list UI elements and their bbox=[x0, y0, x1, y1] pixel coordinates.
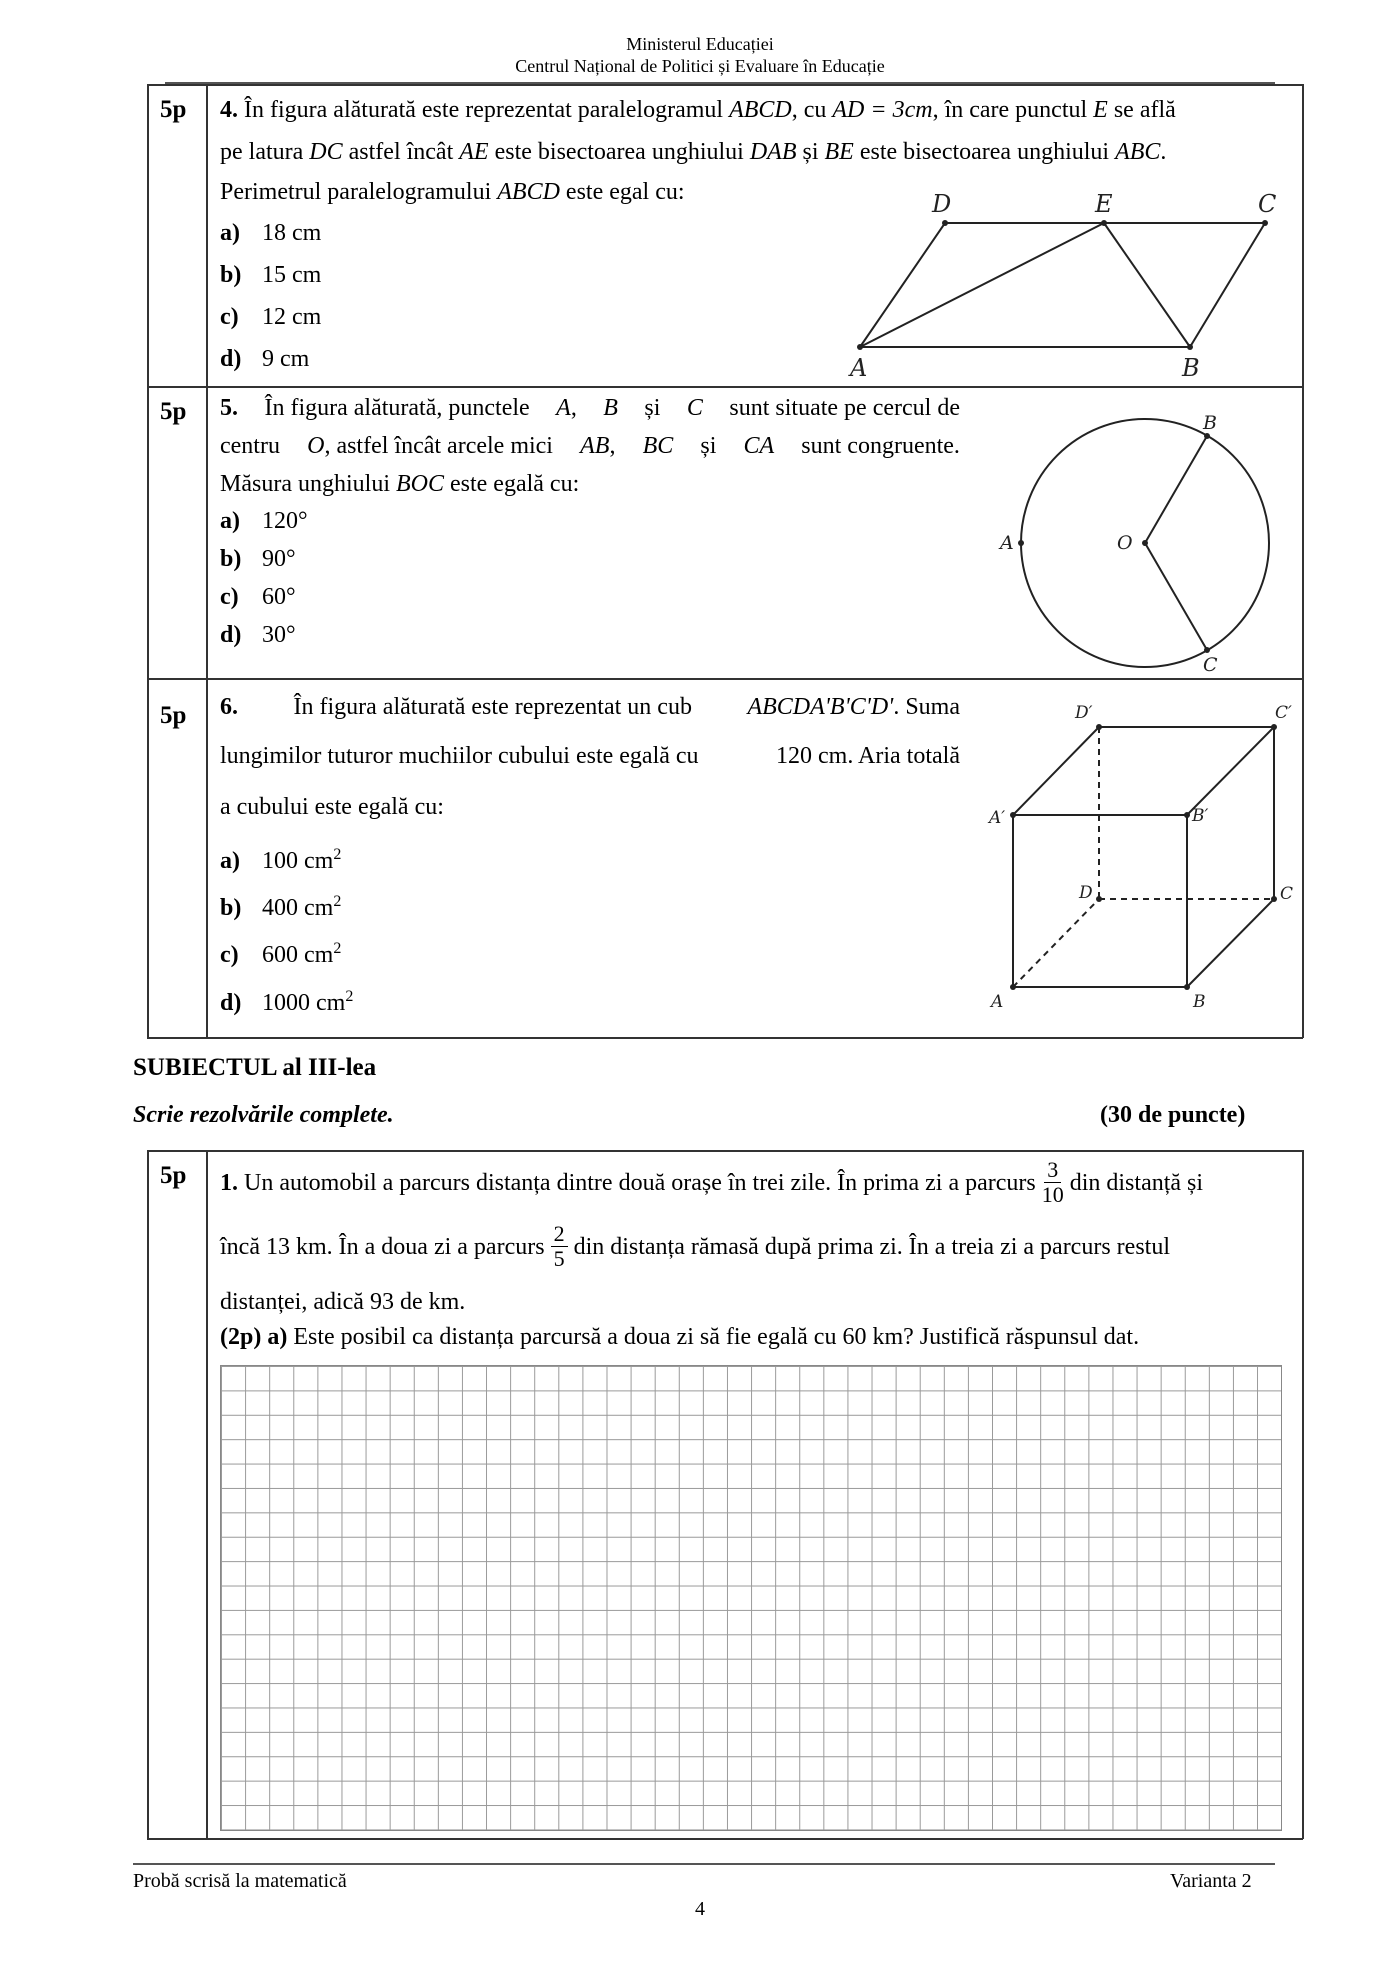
label-E: E bbox=[1095, 190, 1113, 218]
item-5-points: 5p bbox=[160, 398, 187, 425]
label-B: B bbox=[1193, 992, 1206, 1012]
answer-grid[interactable] bbox=[220, 1365, 1282, 1831]
item-4-points: 5p bbox=[160, 96, 187, 123]
footer-right: Varianta 2 bbox=[1170, 1870, 1252, 1892]
page-number: 4 bbox=[695, 1898, 705, 1920]
label-A: A bbox=[1000, 532, 1014, 554]
section-points: (30 de puncte) bbox=[1100, 1102, 1246, 1128]
item-5-option-c: c) 60° bbox=[220, 584, 296, 610]
item-5-line2: centru O, astfel încât arcele mici AB, BC și CA sunt congruente. bbox=[220, 433, 960, 459]
footer-left: Probă scrisă la matematică bbox=[133, 1870, 347, 1892]
label-O: O bbox=[1117, 532, 1133, 554]
item-4-option-d: d) 9 cm bbox=[220, 346, 310, 372]
label-B: B bbox=[1203, 412, 1217, 434]
item-6-line1: 6. În figura alăturată este reprezentat un cub ABCDA'B'C'D'. Suma bbox=[220, 694, 960, 720]
label-A: A bbox=[850, 354, 868, 382]
label-Cprime: C′ bbox=[1275, 703, 1292, 723]
label-A: A bbox=[991, 992, 1004, 1012]
label-C: C bbox=[1280, 884, 1294, 904]
parallelogram-figure bbox=[840, 185, 1290, 385]
item-6-points: 5p bbox=[160, 702, 187, 729]
cube-figure bbox=[980, 690, 1300, 1020]
item-6-line3: a cubului este egală cu: bbox=[220, 794, 444, 820]
item-4-line2: pe latura DC astfel încât AE este bisectoarea unghiului DAB și BE este bisectoarea unghiului ABC. bbox=[220, 139, 1167, 165]
section-instruction: Scrie rezolvările complete. bbox=[133, 1102, 394, 1128]
problem-1-points: 5p bbox=[160, 1162, 187, 1189]
problem-1-subquestion-a: (2p) a) Este posibil ca distanța parcursă a doua zi să fie egală cu 60 km? Justifică răspunsul dat. bbox=[220, 1324, 1140, 1350]
item-5-line3: Măsura unghiului BOC este egală cu: bbox=[220, 471, 580, 497]
section-title: SUBIECTUL al III-lea bbox=[133, 1054, 377, 1081]
item-5-option-d: d) 30° bbox=[220, 622, 296, 648]
problem-1-line2: încă 13 km. În a doua zi a parcurs $\frac{2}{5}$ din distanța rămasă după prima zi. În a treia zi a parcurs restul bbox=[220, 1221, 1170, 1271]
problem-1-line1: 1. Un automobil a parcurs distanța dintre două orașe în trei zile. În prima zi a parcurs $\frac{3}{10}$ din distanță și bbox=[220, 1157, 1204, 1207]
item-6-option-d: d) 1000 $cm^2$ bbox=[220, 988, 354, 1016]
label-D: D bbox=[932, 190, 952, 218]
circle-figure bbox=[985, 405, 1285, 680]
footer-rule bbox=[133, 1863, 1275, 1865]
label-C: C bbox=[1203, 654, 1218, 676]
item-6-line2: lungimilor tuturor muchiilor cubului este egală cu 120 cm. Aria totală bbox=[220, 743, 960, 769]
item-4-option-a: a) 18 cm bbox=[220, 220, 322, 246]
label-Aprime: A′ bbox=[989, 808, 1006, 828]
item-6-option-b: b) 400 $cm^2$ bbox=[220, 893, 342, 921]
item-4-option-b: b) 15 cm bbox=[220, 262, 322, 288]
item-5-option-a: a) 120° bbox=[220, 508, 308, 534]
label-D: D bbox=[1079, 883, 1093, 903]
header-center: Centrul Național de Politici și Evaluare în Educație bbox=[515, 56, 885, 76]
fraction-2-5: $\frac{2}{5}$ bbox=[551, 1222, 568, 1271]
label-C: C bbox=[1258, 190, 1277, 218]
label-Bprime: B′ bbox=[1192, 806, 1209, 826]
header-ministry: Ministerul Educației bbox=[626, 34, 774, 54]
label-B: B bbox=[1182, 354, 1200, 382]
item-5-option-b: b) 90° bbox=[220, 546, 296, 572]
item-5-line1: 5. În figura alăturată, punctele A, B și C sunt situate pe cercul de bbox=[220, 395, 960, 421]
label-Dprime: D′ bbox=[1075, 703, 1093, 723]
item-6-option-c: c) 600 $cm^2$ bbox=[220, 940, 342, 968]
problem-1-line3: distanței, adică 93 de km. bbox=[220, 1289, 466, 1315]
item-4-line3: Perimetrul paralelogramului ABCD este egal cu: bbox=[220, 179, 685, 205]
item-4-option-c: c) 12 cm bbox=[220, 304, 322, 330]
item-4-line1: 4. În figura alăturată este reprezentat paralelogramul ABCD, cu AD = 3cm, în care punctul E se află bbox=[220, 97, 1176, 123]
item-6-option-a: a) 100 $cm^2$ bbox=[220, 846, 342, 874]
fraction-3-10: $\frac{3}{10}$ bbox=[1041, 1157, 1064, 1207]
